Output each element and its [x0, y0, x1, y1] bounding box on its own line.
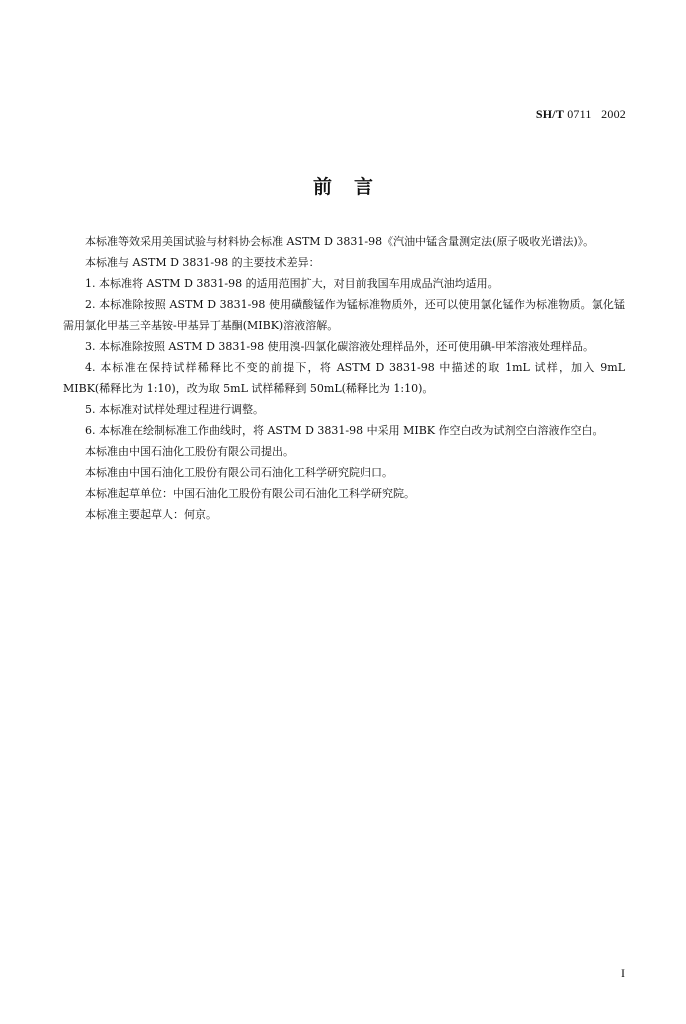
paragraph-differences-heading: 本标准与 ASTM D 3831-98 的主要技术差异：	[85, 256, 320, 269]
paragraph-item-4: 4. 本标准在保持试样稀释比不变的前提下，将 ASTM D 3831-98 中描述的取 1mL 试样，加入 9mL MIBK(稀释比为 1:10)，改为取 5mL 试样稀释到 50mL(稀释比为 1:10)。	[63, 361, 625, 395]
page-number: I	[621, 966, 625, 980]
paragraph-item-6: 6. 本标准在绘制标准工作曲线时，将 ASTM D 3831-98 中采用 MIBK 作空白改为试剂空白溶液作空白。	[85, 424, 604, 437]
paragraph-intro: 本标准等效采用美国试验与材料协会标准 ASTM D 3831-98《汽油中锰含量测定法(原子吸收光谱法)》。	[85, 235, 595, 248]
paragraph-proposer: 本标准由中国石油化工股份有限公司提出。	[85, 445, 294, 458]
standard-code-number: 0711 2002	[564, 107, 626, 121]
standard-code	[536, 107, 626, 122]
paragraph-centralized: 本标准由中国石油化工股份有限公司石油化工科学研究院归口。	[85, 466, 393, 479]
standard-code-prefix: SH/T	[535, 107, 565, 121]
page-title: 前言	[312, 176, 395, 198]
paragraph-item-5: 5. 本标准对试样处理过程进行调整。	[85, 403, 264, 416]
paragraph-drafting-unit: 本标准起草单位：中国石油化工股份有限公司石油化工科学研究院。	[85, 487, 415, 500]
paragraph-drafter: 本标准主要起草人：何京。	[85, 508, 217, 521]
paragraph-item-2: 2. 本标准除按照 ASTM D 3831-98 使用磺酸锰作为锰标准物质外，还可以使用氯化锰作为标准物质。氯化锰需用氯化甲基三辛基铵-甲基异丁基酮(MIBK)溶液溶解。	[63, 298, 625, 332]
paragraph-item-3: 3. 本标准除按照 ASTM D 3831-98 使用溴-四氯化碳溶液处理样品外，还可使用碘-甲苯溶液处理样品。	[85, 340, 595, 353]
foreword-body	[63, 231, 625, 525]
paragraph-item-1: 1. 本标准将 ASTM D 3831-98 的适用范围扩大，对目前我国车用成品汽油均适用。	[85, 277, 499, 290]
